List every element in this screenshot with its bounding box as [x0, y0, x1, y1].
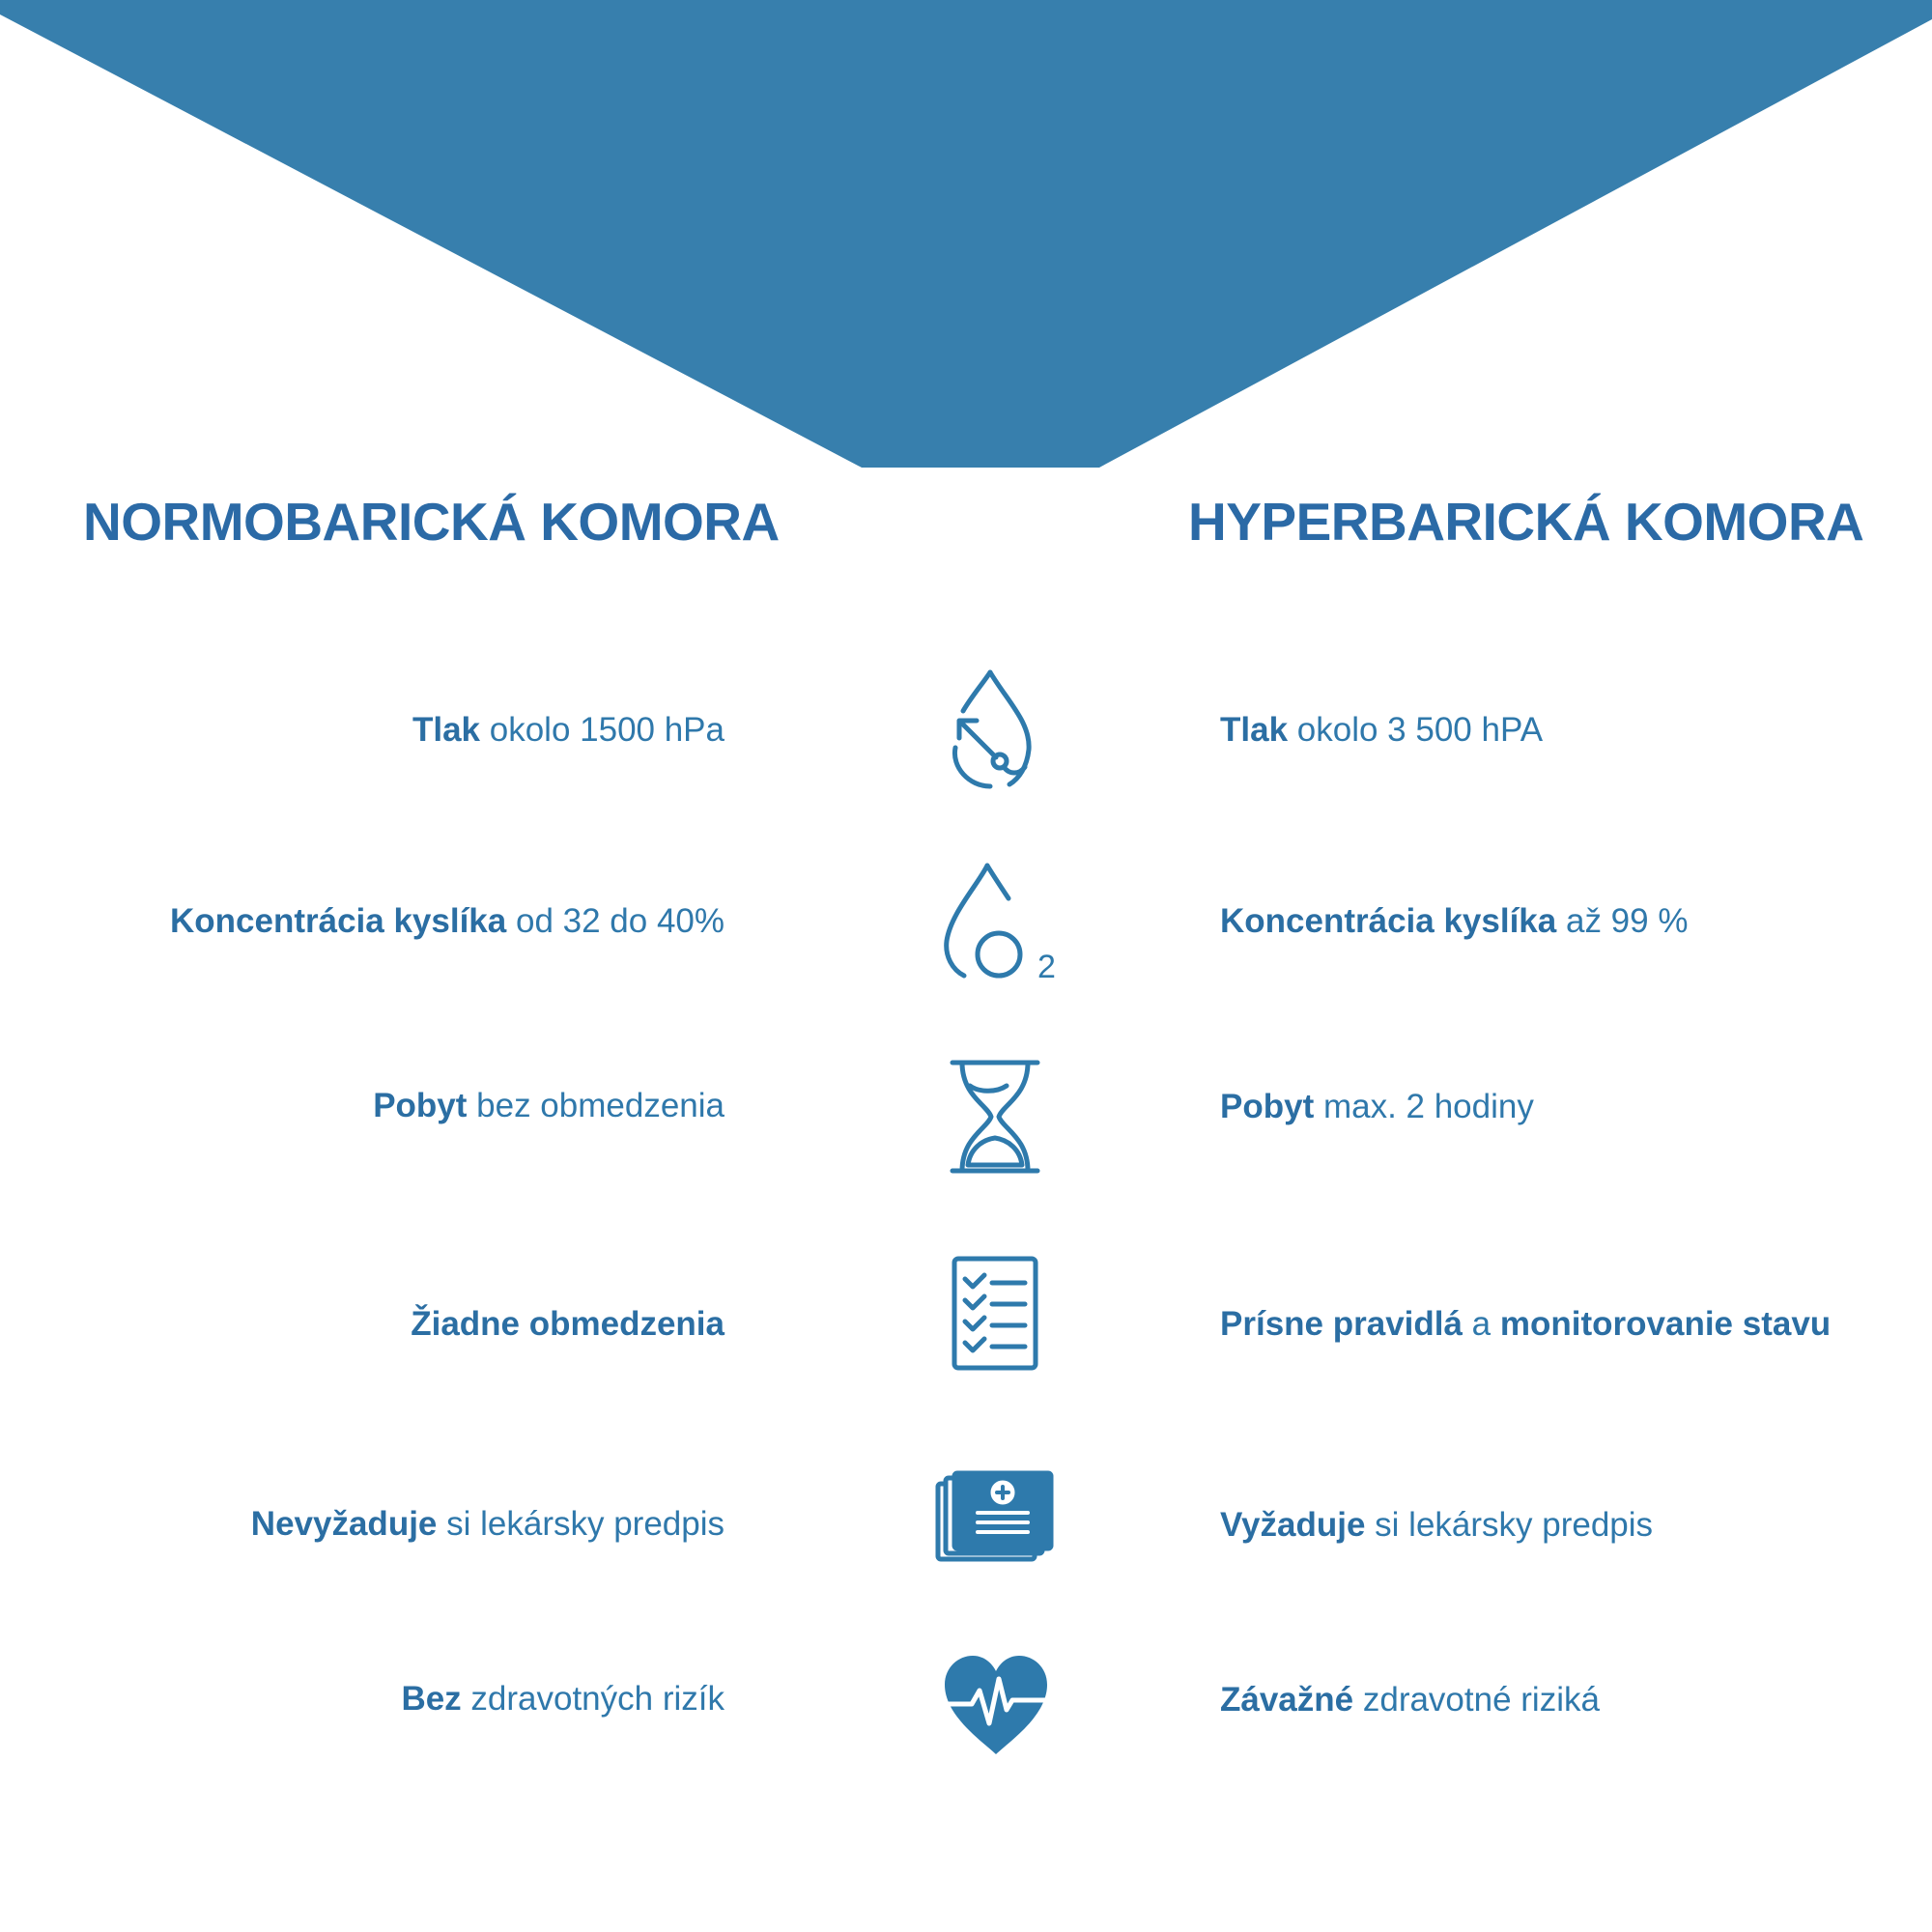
- prescription-label: Nevyžaduje: [250, 1505, 438, 1543]
- normobaric-pressure-text: [412, 708, 724, 753]
- normobaric-risks-text: [401, 1677, 724, 1721]
- normobaric-stay-text: [373, 1084, 724, 1128]
- oxygen-label: Koncentrácia kyslíka: [1220, 902, 1557, 940]
- hyperbaric-oxygen-text: [1220, 899, 1688, 944]
- hyperbaric-risks-text: [1220, 1678, 1600, 1722]
- hyperbaric-stay-text: [1220, 1085, 1534, 1129]
- oxygen-value: od 32 do 40%: [506, 902, 724, 940]
- hyperbaric-restrictions-text: [1220, 1302, 1831, 1347]
- restrictions-label: Žiadne obmedzenia: [411, 1305, 724, 1343]
- monitoring-label: monitorovanie stavu: [1499, 1305, 1832, 1343]
- normobaric-restrictions-text: [411, 1302, 724, 1347]
- medical-prescription-icon: [935, 1470, 1057, 1563]
- hyperbaric-prescription-text: [1220, 1503, 1653, 1548]
- heart-pulse-icon: [943, 1654, 1049, 1756]
- pressure-value: okolo 1500 hPa: [480, 711, 724, 749]
- oxygen-label: Koncentrácia kyslíka: [170, 902, 507, 940]
- checklist-icon: [952, 1256, 1040, 1372]
- stay-label: Pobyt: [1220, 1088, 1315, 1125]
- banner-shape: [0, 0, 1932, 468]
- prescription-label: Vyžaduje: [1220, 1506, 1366, 1544]
- risks-label: Bez: [401, 1680, 462, 1718]
- rules-conjunction: a: [1462, 1305, 1500, 1343]
- normobaric-prescription-text: [251, 1502, 724, 1547]
- risks-value: zdravotných rizík: [461, 1680, 724, 1718]
- oxygen-subscript: 2: [1037, 949, 1056, 985]
- risks-label: Závažné: [1220, 1681, 1354, 1719]
- stay-label: Pobyt: [373, 1087, 468, 1124]
- pressure-label: Tlak: [412, 711, 481, 749]
- risks-value: zdravotné riziká: [1353, 1681, 1600, 1719]
- pressure-value: okolo 3 500 hPA: [1288, 711, 1544, 749]
- hourglass-icon: [949, 1057, 1041, 1177]
- pressure-drop-icon: [942, 667, 1038, 792]
- prescription-value: si lekársky predpis: [1365, 1506, 1654, 1544]
- stay-value: bez obmedzenia: [467, 1087, 724, 1124]
- stay-value: max. 2 hodiny: [1314, 1088, 1534, 1125]
- rules-label: Prísne pravidlá: [1220, 1305, 1463, 1343]
- normobaric-title: NORMOBARICKÁ KOMORA: [83, 492, 780, 552]
- header-banner: [0, 0, 1932, 473]
- pressure-label: Tlak: [1220, 711, 1289, 749]
- hyperbaric-title: HYPERBARICKÁ KOMORA: [1188, 492, 1864, 552]
- normobaric-oxygen-text: [170, 899, 724, 944]
- prescription-value: si lekársky predpis: [437, 1505, 724, 1543]
- hyperbaric-pressure-text: [1220, 708, 1543, 753]
- oxygen-drop-icon: [939, 860, 1060, 990]
- oxygen-value: až 99 %: [1556, 902, 1689, 940]
